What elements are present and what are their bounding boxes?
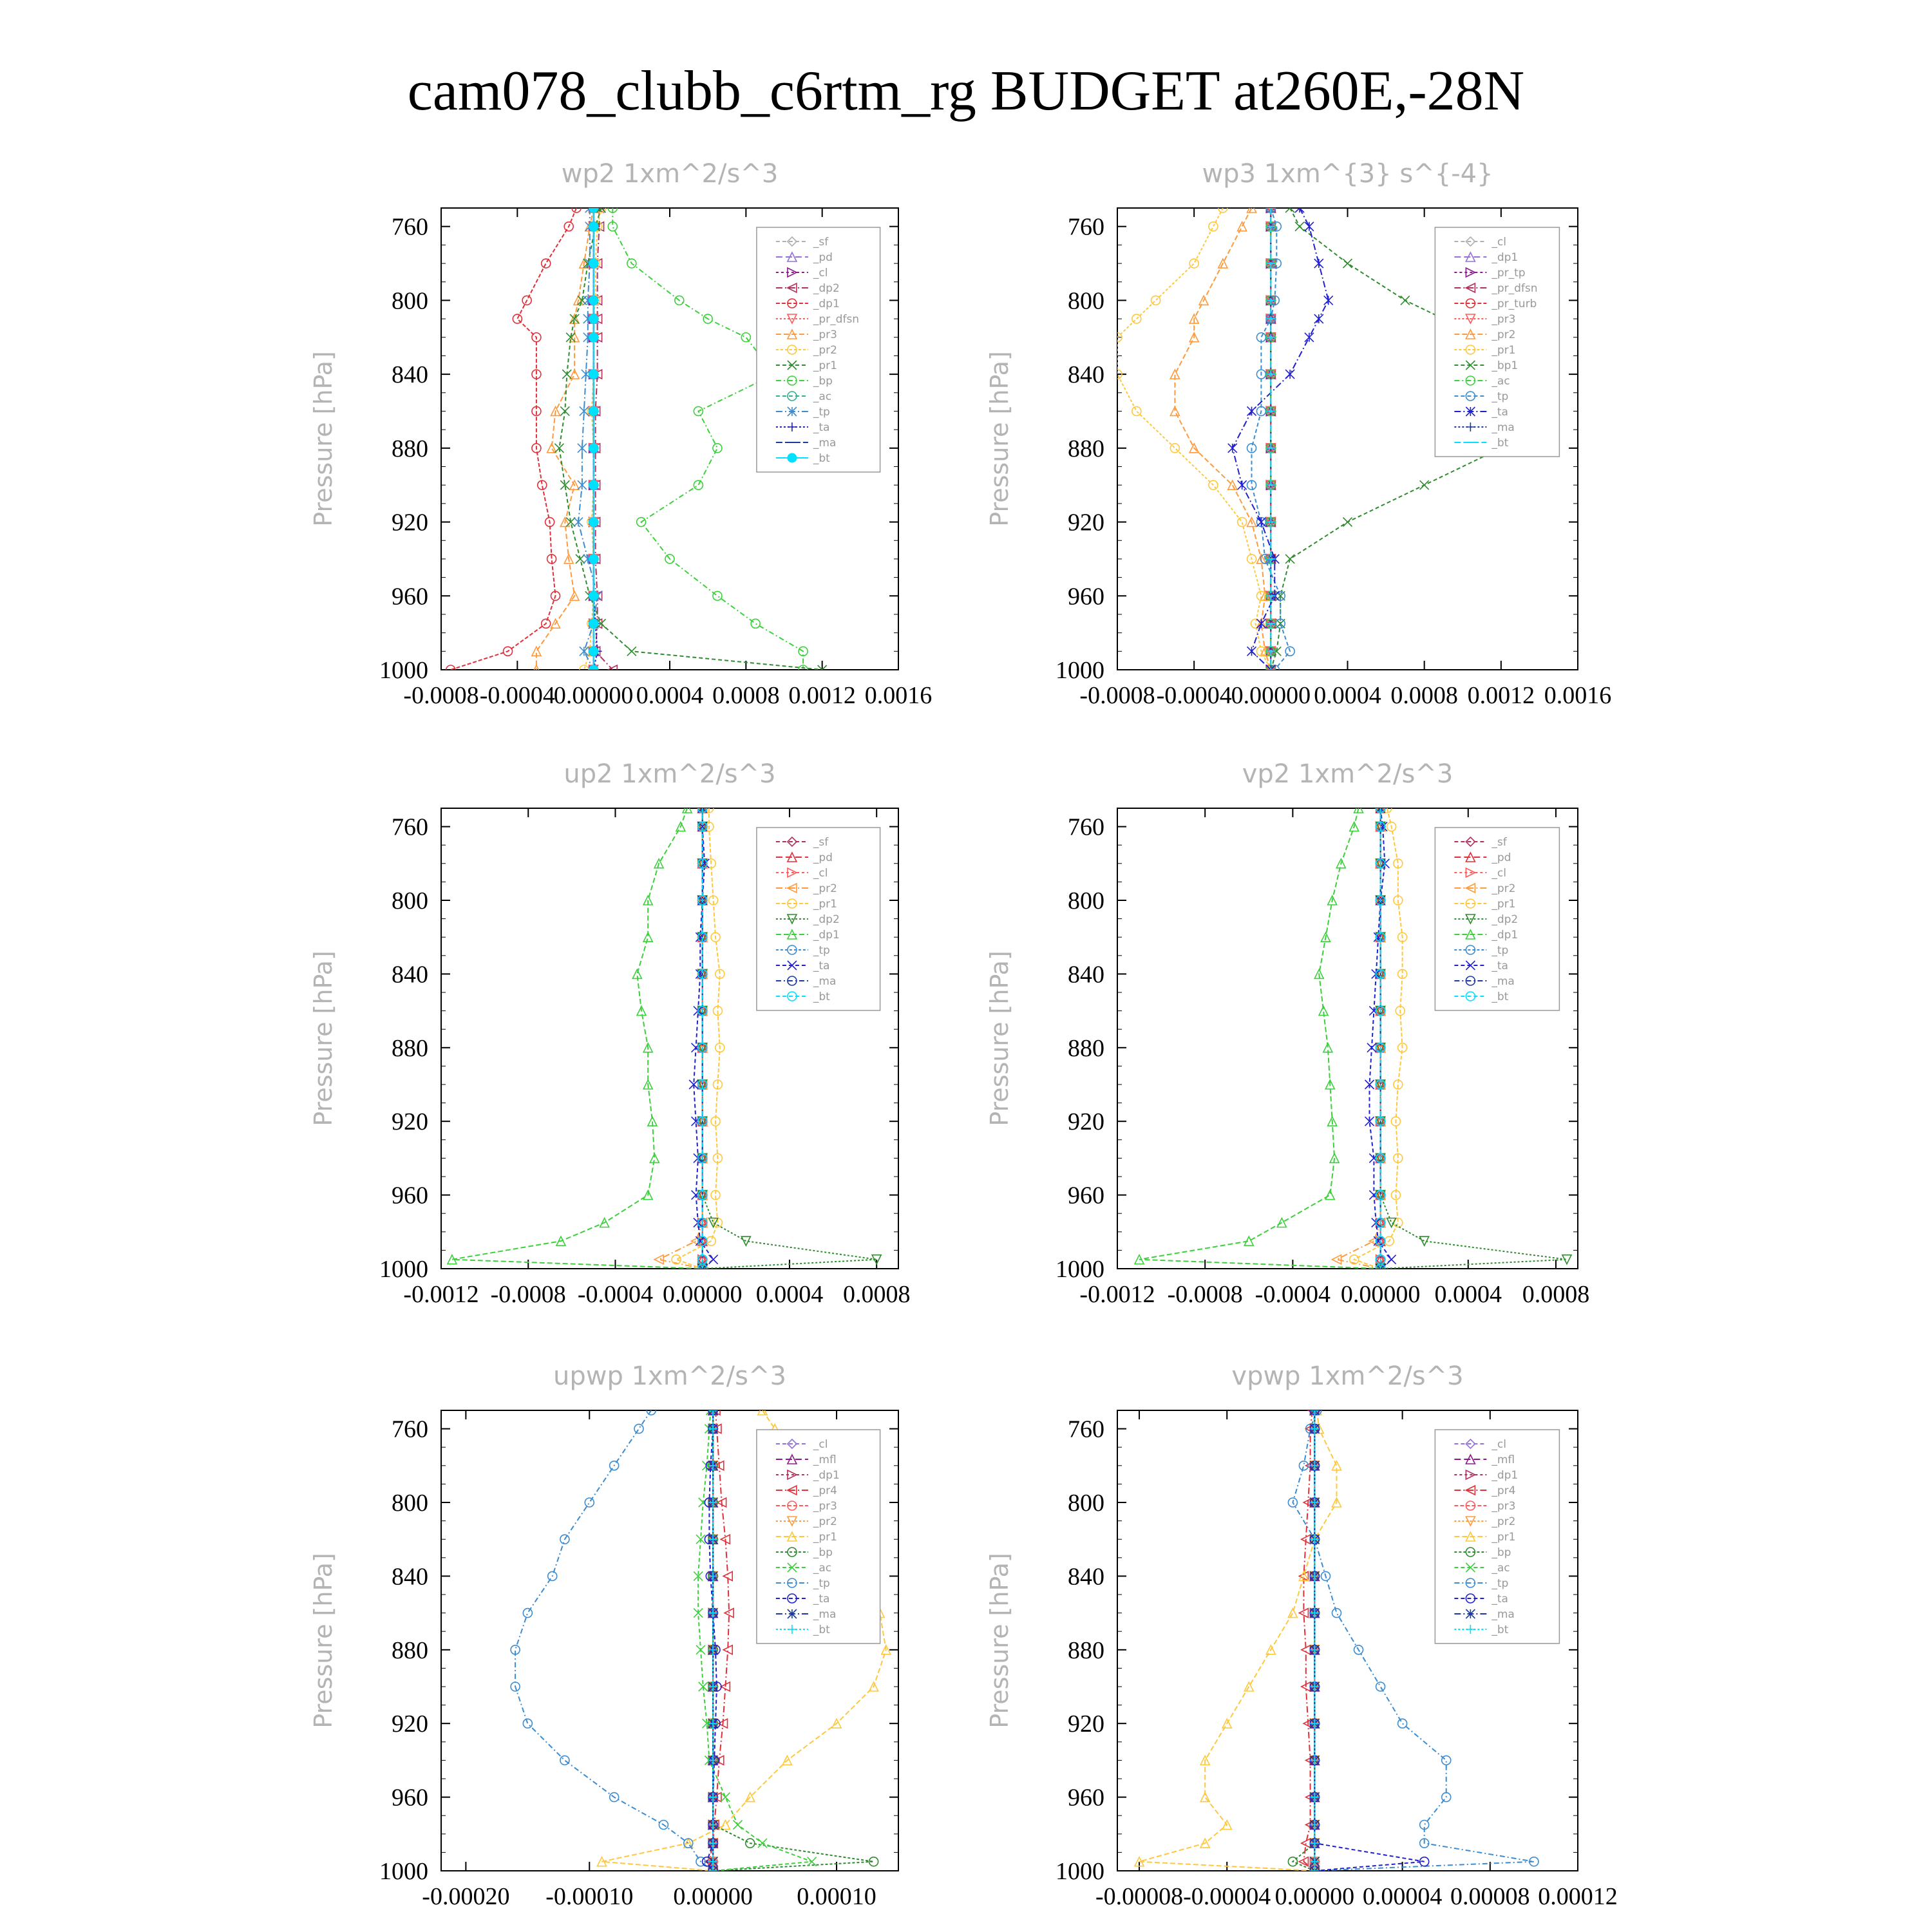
legend-label: _bt bbox=[1492, 990, 1509, 1003]
y-tick-label: 920 bbox=[392, 1108, 428, 1136]
x-tick-label: -0.0008 bbox=[1079, 682, 1155, 709]
panel-title: vp2 1xm^2/s^3 bbox=[1242, 759, 1454, 789]
legend-label: _ma bbox=[1492, 421, 1515, 434]
legend-label: _bt bbox=[1492, 437, 1509, 450]
legend-label: _bt bbox=[813, 452, 830, 465]
y-tick-label: 960 bbox=[392, 1182, 428, 1209]
x-tick-label: -0.00010 bbox=[545, 1883, 634, 1910]
y-tick-label: 840 bbox=[392, 961, 428, 989]
legend-label: _cl bbox=[1492, 236, 1506, 249]
legend-label: _pr1 bbox=[1492, 344, 1516, 357]
legend-label: _pr2 bbox=[1492, 328, 1516, 341]
x-tick-label: 0.00000 bbox=[1340, 1281, 1421, 1308]
y-axis-label: Pressure [hPa] bbox=[309, 951, 337, 1126]
panel-title: up2 1xm^2/s^3 bbox=[564, 759, 776, 789]
legend-label: _pr4 bbox=[813, 1484, 838, 1497]
x-tick-label: -0.0004 bbox=[577, 1281, 654, 1308]
data-point bbox=[589, 296, 598, 305]
legend-label: _ma bbox=[813, 975, 837, 988]
legend-label: _pr1 bbox=[1492, 1531, 1516, 1544]
x-tick-label: -0.0008 bbox=[1167, 1281, 1243, 1308]
data-point bbox=[589, 480, 598, 489]
legend-label: _pr3 bbox=[1492, 313, 1516, 326]
legend-label: _pr3 bbox=[1492, 1500, 1516, 1513]
legend-label: _pr1 bbox=[813, 898, 838, 911]
legend-label: _dp2 bbox=[813, 913, 840, 926]
x-tick-label: 0.0004 bbox=[636, 682, 704, 709]
legend-label: _dp1 bbox=[813, 1469, 840, 1482]
legend-label: _pr2 bbox=[1492, 882, 1516, 895]
panel-title: vpwp 1xm^2/s^3 bbox=[1231, 1361, 1464, 1391]
data-point bbox=[589, 314, 598, 323]
y-tick-label: 920 bbox=[392, 1710, 428, 1738]
y-axis-label: Pressure [hPa] bbox=[309, 351, 337, 527]
legend-label: _pd bbox=[813, 251, 833, 264]
legend-label: _dp2 bbox=[1492, 913, 1519, 926]
x-tick-label: -0.0004 bbox=[479, 682, 555, 709]
legend-label: _ma bbox=[1492, 1608, 1515, 1621]
legend-label: _pr2 bbox=[813, 882, 838, 895]
legend-marker bbox=[788, 453, 797, 462]
legend-label: _tp bbox=[1492, 390, 1509, 403]
x-tick-label: -0.0004 bbox=[1255, 1281, 1331, 1308]
legend-label: _ac bbox=[1492, 1562, 1510, 1575]
x-tick-label: -0.0012 bbox=[1079, 1281, 1155, 1308]
legend-label: _pr_dfsn bbox=[1492, 282, 1538, 295]
legend-label: _sf bbox=[813, 236, 829, 249]
x-tick-label: 0.00008 bbox=[1450, 1883, 1530, 1910]
data-point bbox=[589, 647, 598, 656]
data-point bbox=[589, 222, 598, 231]
legend-label: _tp bbox=[813, 1577, 830, 1590]
legend-label: _mfl bbox=[1492, 1454, 1515, 1466]
y-tick-label: 1000 bbox=[1056, 657, 1104, 684]
y-tick-label: 840 bbox=[1068, 361, 1104, 389]
y-tick-label: 880 bbox=[1068, 435, 1104, 462]
legend-label: _ma bbox=[813, 437, 837, 450]
x-tick-label: 0.0016 bbox=[1544, 682, 1612, 709]
legend-label: _bp1 bbox=[1492, 359, 1519, 372]
legend-label: _cl bbox=[813, 867, 828, 880]
legend-label: _dp1 bbox=[1492, 929, 1519, 942]
legend-label: _pr4 bbox=[1492, 1484, 1516, 1497]
legend-label: _bt bbox=[813, 990, 830, 1003]
y-tick-label: 800 bbox=[392, 887, 428, 914]
x-tick-label: -0.0008 bbox=[490, 1281, 566, 1308]
legend-label: _pd bbox=[813, 851, 833, 864]
x-tick-label: 0.0008 bbox=[842, 1281, 911, 1308]
y-tick-label: 760 bbox=[392, 813, 428, 841]
x-tick-label: 0.0016 bbox=[864, 682, 933, 709]
y-tick-label: 880 bbox=[392, 1034, 428, 1062]
legend-label: _ta bbox=[1492, 1593, 1508, 1605]
legend-label: _sf bbox=[1492, 836, 1507, 849]
x-tick-label: -0.00008 bbox=[1095, 1883, 1184, 1910]
legend-label: _bt bbox=[813, 1624, 830, 1636]
y-tick-label: 760 bbox=[1068, 1416, 1104, 1443]
legend-label: _dp2 bbox=[813, 282, 840, 295]
y-tick-label: 960 bbox=[1068, 583, 1104, 611]
x-tick-label: 0.0012 bbox=[1467, 682, 1535, 709]
legend-label: _pr3 bbox=[813, 1500, 838, 1513]
y-tick-label: 840 bbox=[392, 1563, 428, 1591]
x-tick-label: 0.0004 bbox=[1434, 1281, 1502, 1308]
legend-label: _ta bbox=[813, 1593, 830, 1605]
x-tick-label: -0.00004 bbox=[1183, 1883, 1271, 1910]
legend-label: _bt bbox=[1492, 1624, 1509, 1636]
legend-label: _tp bbox=[1492, 1577, 1509, 1590]
y-axis-label: Pressure [hPa] bbox=[985, 1553, 1014, 1728]
y-tick-label: 840 bbox=[1068, 1563, 1104, 1591]
legend-label: _ta bbox=[1492, 406, 1508, 419]
data-point bbox=[589, 444, 598, 453]
x-tick-label: 0.00000 bbox=[553, 682, 634, 709]
y-tick-label: 920 bbox=[1068, 1710, 1104, 1738]
panel-title: wp2 1xm^2/s^3 bbox=[561, 159, 779, 189]
x-tick-label: -0.00020 bbox=[422, 1883, 510, 1910]
legend-label: _bp bbox=[1492, 1546, 1511, 1559]
legend-label: _dp1 bbox=[813, 298, 840, 310]
y-tick-label: 760 bbox=[392, 213, 428, 241]
x-tick-label: 0.00012 bbox=[1538, 1883, 1618, 1910]
panel-title: upwp 1xm^2/s^3 bbox=[553, 1361, 786, 1391]
x-tick-label: 0.00004 bbox=[1362, 1883, 1443, 1910]
data-point bbox=[589, 591, 598, 600]
y-axis-label: Pressure [hPa] bbox=[985, 951, 1014, 1126]
legend-label: _dp1 bbox=[1492, 251, 1519, 264]
x-tick-label: 0.0004 bbox=[755, 1281, 824, 1308]
x-tick-label: 0.0012 bbox=[788, 682, 856, 709]
y-tick-label: 1000 bbox=[1056, 1256, 1104, 1283]
legend-label: _pr2 bbox=[1492, 1515, 1516, 1528]
y-axis-label: Pressure [hPa] bbox=[985, 351, 1014, 527]
data-point bbox=[589, 406, 598, 415]
legend-label: _pr3 bbox=[813, 328, 838, 341]
y-tick-label: 760 bbox=[392, 1416, 428, 1443]
legend-label: _cl bbox=[1492, 867, 1506, 880]
y-tick-label: 1000 bbox=[1056, 1858, 1104, 1885]
data-point bbox=[589, 259, 598, 268]
y-tick-label: 760 bbox=[1068, 213, 1104, 241]
y-tick-label: 800 bbox=[1068, 887, 1104, 914]
x-tick-label: -0.0012 bbox=[403, 1281, 479, 1308]
legend-label: _pr1 bbox=[813, 1531, 838, 1544]
legend-label: _pr1 bbox=[813, 359, 838, 372]
data-point bbox=[589, 370, 598, 379]
x-tick-label: 0.00010 bbox=[797, 1883, 876, 1910]
legend-label: _pd bbox=[1492, 851, 1511, 864]
y-tick-label: 1000 bbox=[379, 657, 428, 684]
legend-label: _bp bbox=[813, 375, 833, 388]
legend-label: _bp bbox=[813, 1546, 833, 1559]
figure-title: cam078_clubb_c6rtm_rg BUDGET at260E,-28N bbox=[407, 60, 1525, 122]
x-tick-label: 0.00000 bbox=[1274, 1883, 1355, 1910]
legend-label: _tp bbox=[813, 406, 830, 419]
y-tick-label: 960 bbox=[1068, 1784, 1104, 1812]
x-tick-label: 0.00000 bbox=[1231, 682, 1311, 709]
legend-label: _ac bbox=[813, 1562, 832, 1575]
y-tick-label: 840 bbox=[392, 361, 428, 389]
legend-label: _cl bbox=[1492, 1438, 1506, 1451]
y-tick-label: 800 bbox=[1068, 1490, 1104, 1517]
y-tick-label: 960 bbox=[392, 583, 428, 611]
y-tick-label: 1000 bbox=[379, 1256, 428, 1283]
x-tick-label: 0.0004 bbox=[1314, 682, 1381, 709]
x-tick-label: 0.0008 bbox=[1522, 1281, 1590, 1308]
y-tick-label: 800 bbox=[392, 287, 428, 315]
legend-label: _ta bbox=[1492, 960, 1508, 972]
legend-label: _ta bbox=[813, 960, 830, 972]
data-point bbox=[589, 518, 598, 527]
legend-label: _ma bbox=[813, 1608, 837, 1621]
x-tick-label: 0.00000 bbox=[662, 1281, 743, 1308]
panel-title: wp3 1xm^{3} s^{-4} bbox=[1202, 159, 1493, 189]
y-tick-label: 760 bbox=[1068, 813, 1104, 841]
y-tick-label: 880 bbox=[392, 1636, 428, 1664]
y-tick-label: 880 bbox=[1068, 1636, 1104, 1664]
x-tick-label: 0.0008 bbox=[1390, 682, 1458, 709]
legend-label: _pr2 bbox=[813, 1515, 838, 1528]
legend-label: _pr_tp bbox=[1492, 267, 1526, 279]
y-tick-label: 880 bbox=[1068, 1034, 1104, 1062]
legend-label: _pr_dfsn bbox=[813, 313, 860, 326]
y-tick-label: 800 bbox=[392, 1490, 428, 1517]
y-tick-label: 920 bbox=[392, 509, 428, 536]
y-tick-label: 800 bbox=[1068, 287, 1104, 315]
legend-label: _pr1 bbox=[1492, 898, 1516, 911]
legend-label: _mfl bbox=[813, 1454, 837, 1466]
data-point bbox=[589, 554, 598, 564]
legend-label: _tp bbox=[813, 944, 830, 957]
legend-label: _pr2 bbox=[813, 344, 838, 357]
x-tick-label: -0.0008 bbox=[403, 682, 479, 709]
y-tick-label: 840 bbox=[1068, 961, 1104, 989]
data-point bbox=[589, 333, 598, 342]
y-tick-label: 880 bbox=[392, 435, 428, 462]
legend-label: _ac bbox=[813, 390, 832, 403]
y-tick-label: 920 bbox=[1068, 1108, 1104, 1136]
legend-label: _dp1 bbox=[1492, 1469, 1519, 1482]
y-axis-label: Pressure [hPa] bbox=[309, 1553, 337, 1728]
x-tick-label: 0.0008 bbox=[712, 682, 780, 709]
legend-label: _cl bbox=[813, 1438, 828, 1451]
x-tick-label: 0.00000 bbox=[673, 1883, 753, 1910]
y-tick-label: 920 bbox=[1068, 509, 1104, 536]
y-tick-label: 960 bbox=[392, 1784, 428, 1812]
y-tick-label: 1000 bbox=[379, 1858, 428, 1885]
legend-label: _tp bbox=[1492, 944, 1509, 957]
legend-label: _ac bbox=[1492, 375, 1510, 388]
legend-label: _ta bbox=[813, 421, 830, 434]
legend-label: _pr_turb bbox=[1492, 298, 1537, 310]
legend-label: _sf bbox=[813, 836, 829, 849]
data-point bbox=[589, 619, 598, 628]
legend-label: _cl bbox=[813, 267, 828, 279]
legend-label: _ma bbox=[1492, 975, 1515, 988]
y-tick-label: 960 bbox=[1068, 1182, 1104, 1209]
x-tick-label: -0.0004 bbox=[1156, 682, 1232, 709]
legend-label: _dp1 bbox=[813, 929, 840, 942]
